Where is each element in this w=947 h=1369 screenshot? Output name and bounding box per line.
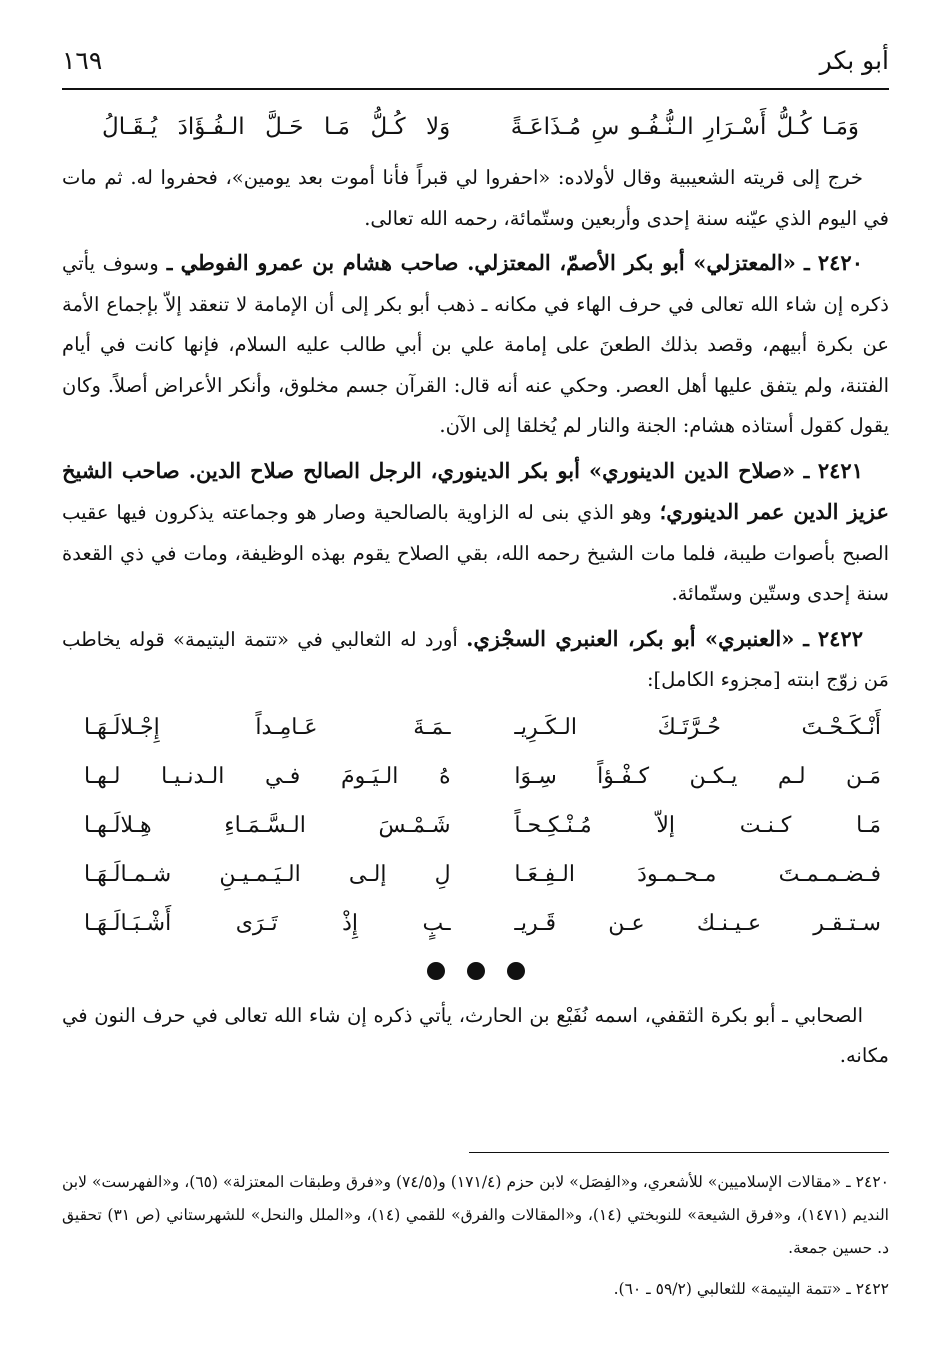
verse-first-hemistich: أَنْـكَـحْـتَ حُـرَّتَـكَ الـكَـرِيـ [514, 714, 881, 740]
running-title: أبو بكر [819, 45, 889, 75]
poem-verse [84, 850, 881, 899]
page-number: ١٦٩ [62, 45, 103, 75]
entry-text: وهو الذي بنى له الزاوية بالصالحية وصار هو وجماعته يذكرون فيها عقيب الصبح بأصوات طيبة، فلما مات الشيخ رحمه الله، بقي الصلاح يقوم بهذه الوظيفة، ومات في ذي القعدة سنة إحدى وستّين وستّمائة. [62, 501, 889, 605]
entry-text: أورد له الثعالبي في «تتمة اليتيمة» قوله يخاطب مَن زوّج ابنته [مجزوء الكامل]: [62, 627, 889, 691]
verse-first-hemistich: مَـا كـنـت إلاّ مُـنْـكِـحـاً [514, 812, 881, 838]
header-rule [62, 88, 889, 90]
entry-2421: ٢٤٢١ ـ «صلاح الدين الدينوري» أبو بكر الدينوري، الرجل الصالح صلاح الدين. صاحب الشيخ عزيز الدين عمر الدينوري؛ وهو الذي بنى له الزاوية بالصالحية وصار هو وجماعته يذكرون فيها عقيب الصبح بأصوات طيبة، فلما مات الشيخ رحمه الله، بقي الصلاح يقوم بهذه الوظيفة، ومات في ذي القعدة سنة إحدى وستّين وستّمائة. [62, 457, 889, 605]
footnote: ٢٤٢٠ ـ «مقالات الإسلاميين» للأشعري، و«الفِصَل» لابن حزم (١٧١/٤) و(٧٤/٥) و«فرق وطبقات المعتزلة» (٦٥)، و«الفهرست» لابن النديم (١٤٧١)، و«فرق الشيعة» للنوبختي (١٤)، و«المقالات والفرق» للقمي (١٤)، و«الملل والنحل» للشهرستاني (ص ٣١) تحقيق د. حسين جمعة. [62, 1173, 889, 1257]
verse-second-hemistich: ـمَـةَ عَـامِـداً إِجْـلالَـهَـا [84, 714, 451, 740]
verse-first-hemistich: مَـن لـم يـكـن كـفْـؤاً سِـوَا [514, 763, 881, 789]
entry-number: ٢٤٢٠ [817, 250, 863, 275]
separator-dot-icon [467, 962, 485, 980]
intro-paragraph: خرج إلى قريته الشعيبية وقال لأولاده: «احفروا لي قبراً فأنا أموت بعد يومين»، فحفروا له. ثم مات في اليوم الذي عيّنه سنة إحدى وأربعين وستّمائة، رحمه الله تعالى. [62, 166, 889, 230]
verse-first-hemistich: فـضـمـمـتَ مـحـمـودَ الـفِـعَـا [514, 861, 881, 887]
running-header [62, 38, 889, 82]
poem-verse [84, 703, 881, 752]
footnote-rule [469, 1152, 889, 1153]
entry-heading: «العنبري» أبو بكر، العنبري السجْزي. [466, 625, 795, 651]
verse-second-hemistich: هُ الـيَـومَ فـي الـدنـيـا لـهـا [84, 763, 451, 789]
poem-verse [84, 801, 881, 850]
entry-number: ٢٤٢٢ [817, 625, 863, 651]
footnotes [62, 1166, 889, 1306]
separator-dot-icon [507, 962, 525, 980]
verse-first-hemistich: وَمَـا كُـلُّ أَسْـرَارِ الـنُّـفُـو سِ مُـذَاعَـةً [510, 114, 859, 140]
poem-verse [84, 899, 881, 948]
verse-second-hemistich: لِ إلـى الـيَـمـيـنِ شـمـالَـهَـا [84, 861, 451, 887]
verse-second-hemistich: وَلا كُـلُّ مَـا حَـلَّ الـفُـؤَادَ يُـقَـالُ [102, 114, 451, 140]
entry-number: ٢٤٢١ [817, 457, 863, 483]
entry-heading: «المعتزلي» أبو بكر الأصمّ، المعتزلي. صاحب هشام بن عمرو الفوطي [180, 250, 796, 275]
verse-first-hemistich: سـتـقـر عـيـنـك عـن قَـريـ [514, 910, 881, 936]
entry-2420: ٢٤٢٠ ـ «المعتزلي» أبو بكر الأصمّ، المعتزلي. صاحب هشام بن عمرو الفوطي ـ وسوف يأتي ذكره إن شاء الله تعالى في حرف الهاء في مكانه ـ ذهب أبو بكر إلى أن الإمامة لا تنعقد إلاّ بإجماع الأمة عن بكرة أبيهم، وقصد بذلك الطعنَ على إمامة علي بن أبي طالب عليه السلام، فإنها كانت في أيام الفتنة، ولم يتفق عليها أهل العصر. وحكي عنه أنه قال: القرآن جسم مخلوق، وأنكر الأعراض أصلاً. وكان يقول كقول أستاذه هشام: الجنة والنار لم يُخلقا إلى الآن. [62, 250, 889, 437]
poem-verse [84, 752, 881, 801]
main-text [62, 158, 889, 1077]
entry-2422: ٢٤٢٢ ـ «العنبري» أبو بكر، العنبري السجْزي. أورد له الثعالبي في «تتمة اليتيمة» قوله يخاطب مَن زوّج ابنته [مجزوء الكامل]: [62, 625, 889, 691]
section-separator [62, 962, 889, 980]
separator-dot-icon [427, 962, 445, 980]
poem [84, 703, 881, 948]
verse-second-hemistich: ـبٍ إِذْ تَـرَى أَشْـبَـالَـهَـا [84, 910, 451, 936]
closing-paragraph: الصحابي ـ أبو بكرة الثقفي، اسمه نُفَيْع بن الحارث، يأتي ذكره إن شاء الله تعالى في حرف النون في مكانه. [62, 1003, 889, 1067]
book-page [62, 0, 889, 1369]
opening-verse [102, 102, 859, 152]
verse-second-hemistich: شَـمْـسَ الـسَّـمَـاءِ هِـلالَـهـا [84, 812, 451, 838]
footnote: ٢٤٢٢ ـ «تتمة اليتيمة» للثعالبي (٥٩/٢ ـ ٦٠). [613, 1280, 889, 1298]
entry-heading: «صلاح الدين الدينوري» أبو بكر الدينوري، الرجل الصالح صلاح الدين. صاحب الشيخ عزيز الدين عمر الدينوري؛ [62, 457, 889, 524]
entry-text: وسوف يأتي ذكره إن شاء الله تعالى في حرف الهاء في مكانه ـ ذهب أبو بكر إلى أن الإمامة لا تنعقد إلاّ بإجماع الأمة عن بكرة أبيهم، وقصد بذلك الطعنَ على إمامة علي بن أبي طالب عليه السلام، فإنها كانت في أيام الفتنة، ولم يتفق عليها أهل العصر. وحكي عنه أنه قال: القرآن جسم مخلوق، وأنكر الأعراض أصلاً. وكان يقول كقول أستاذه هشام: الجنة والنار لم يُخلقا إلى الآن. [62, 252, 889, 437]
